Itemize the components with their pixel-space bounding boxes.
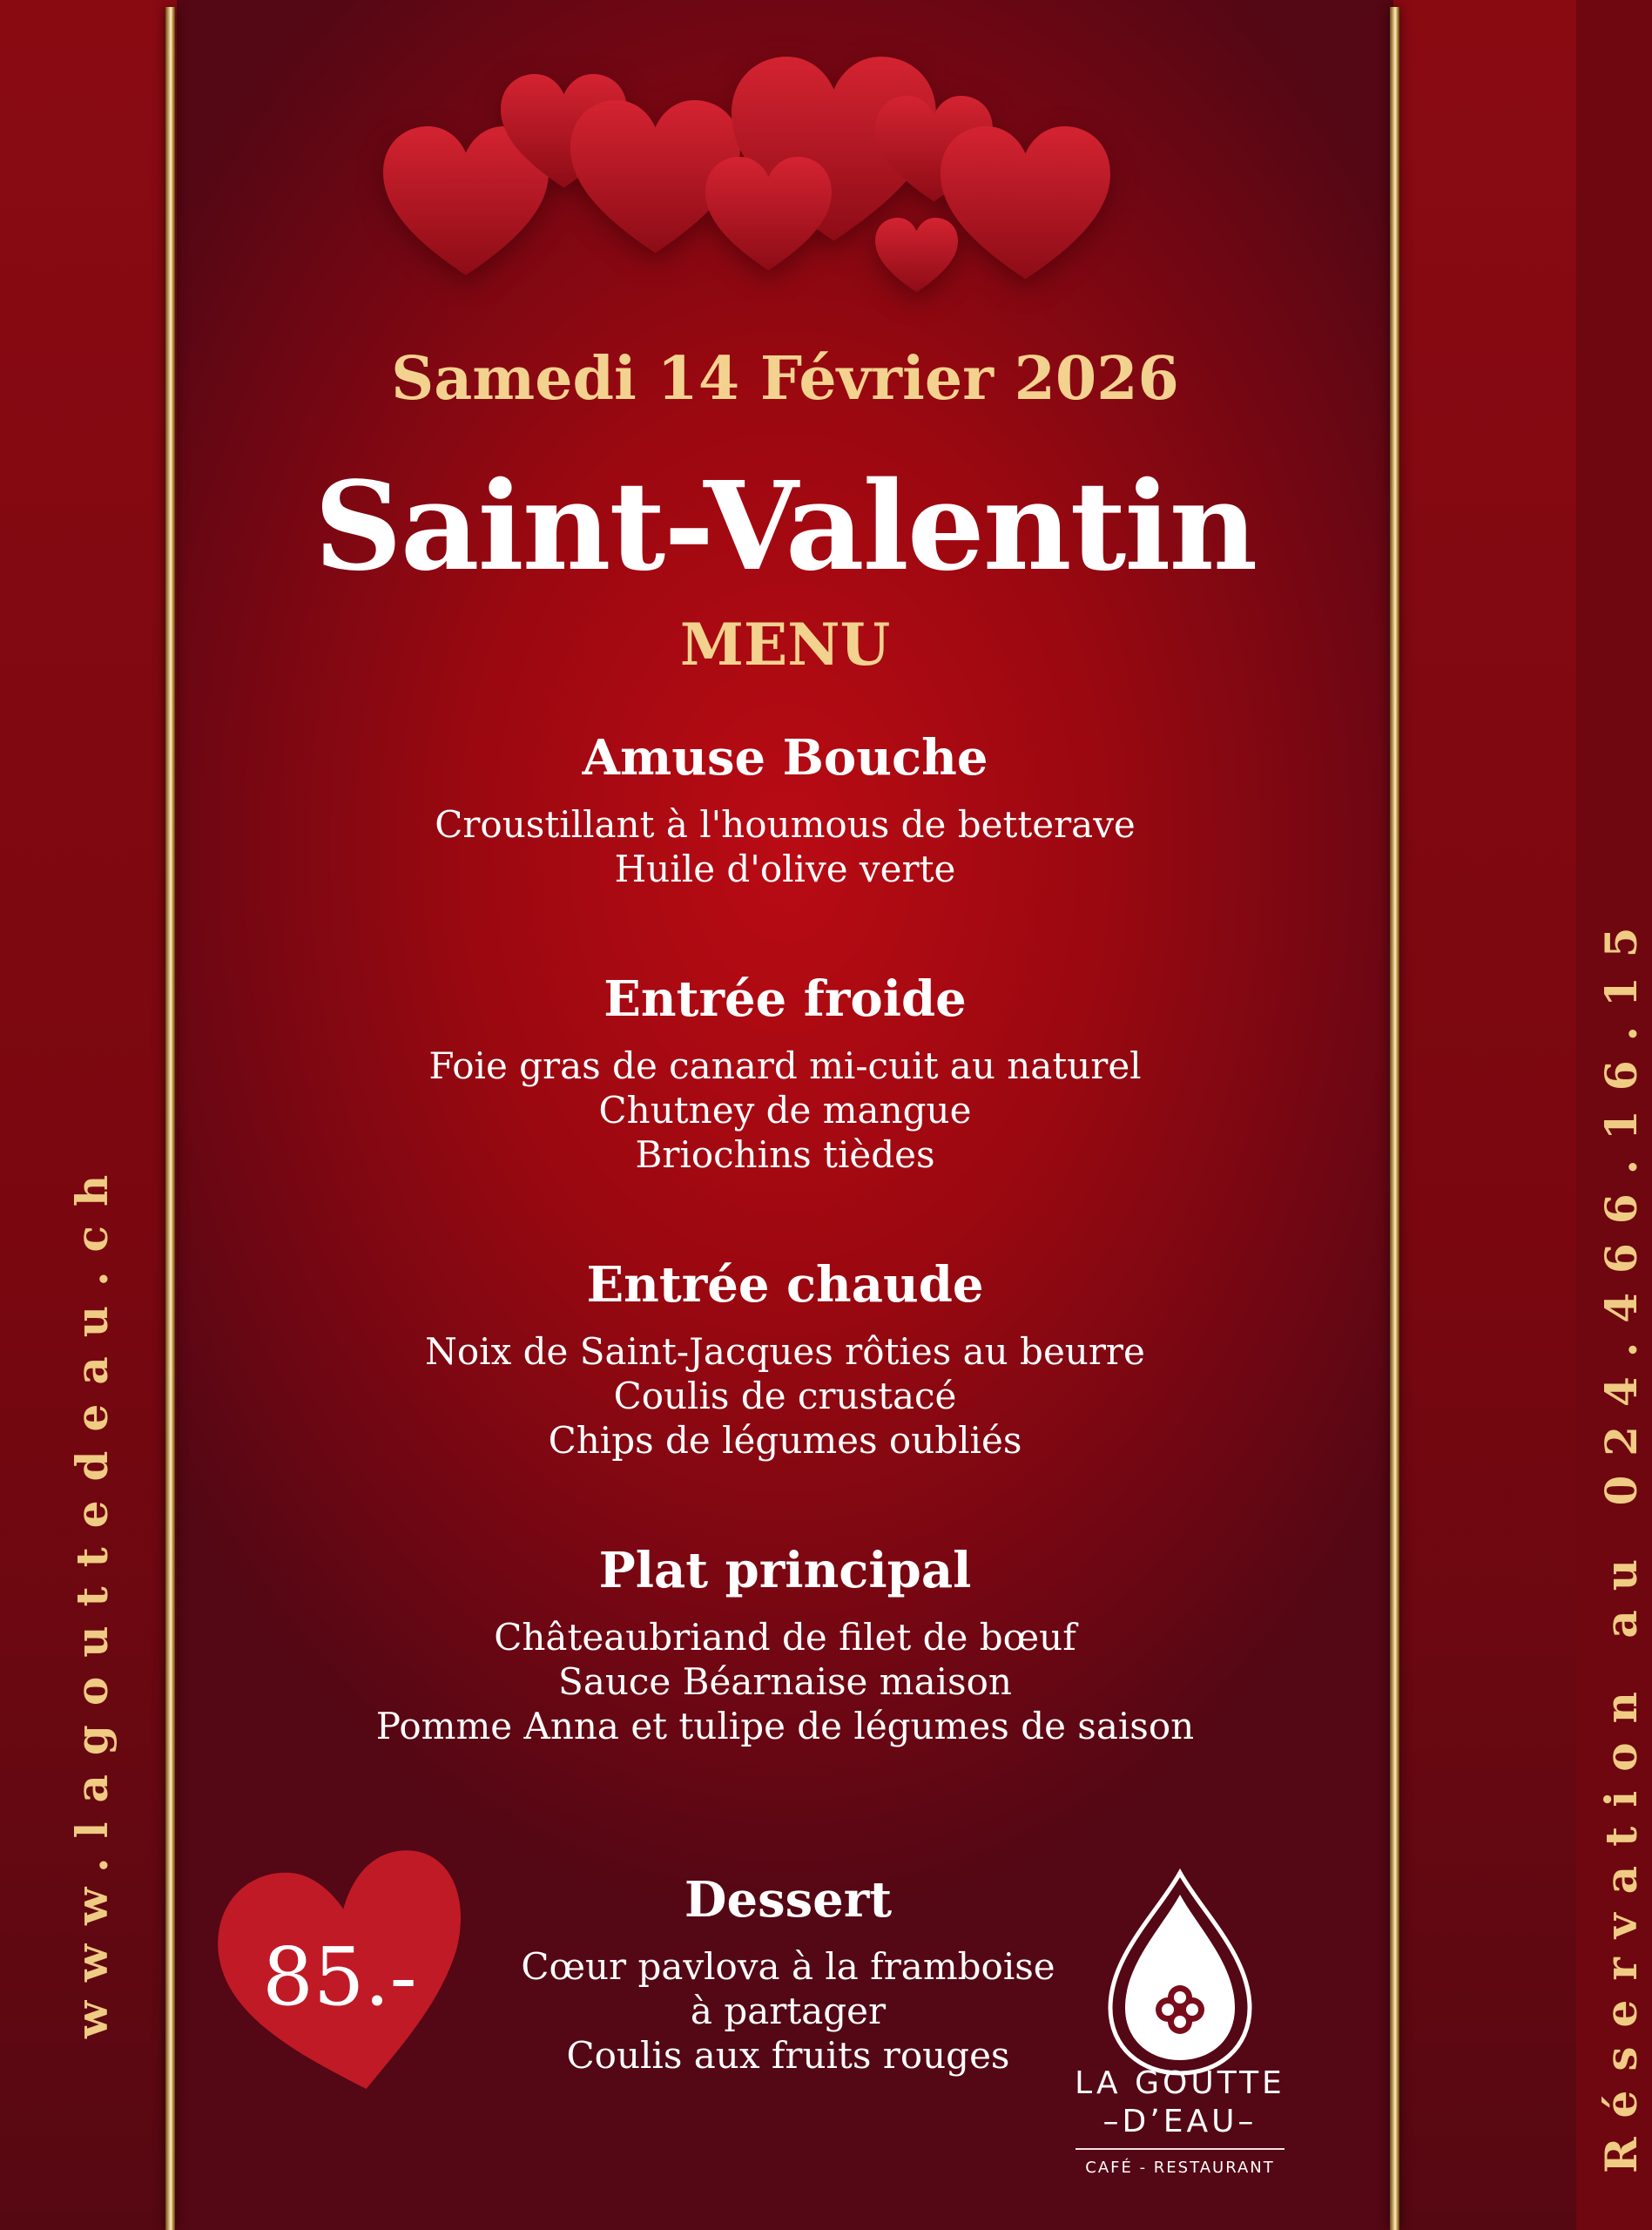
logo-name: LA GOUTTE bbox=[1075, 2065, 1285, 2101]
website-text: www.lagouttedeau.ch bbox=[66, 1155, 118, 2038]
course-title: Plat principal bbox=[598, 1542, 972, 1599]
logo-divider bbox=[1075, 2148, 1285, 2150]
course-plat-principal bbox=[177, 1540, 1393, 1748]
course-item: Sauce Béarnaise maison bbox=[558, 1660, 1012, 1703]
course-item: Briochins tièdes bbox=[635, 1133, 935, 1176]
price-label: 85.- bbox=[262, 1930, 417, 2024]
logo-name-sub: –D’EAU– bbox=[1102, 2104, 1258, 2139]
course-title: Amuse Bouche bbox=[582, 729, 988, 787]
event-date: Samedi 14 Février 2026 bbox=[391, 344, 1179, 414]
logo-tagline: CAFÉ - RESTAURANT bbox=[1085, 2159, 1275, 2177]
page-title: Saint-Valentin bbox=[314, 456, 1257, 598]
course-item: Noix de Saint-Jacques rôties au beurre bbox=[425, 1330, 1145, 1373]
menu-label: MENU bbox=[679, 611, 891, 679]
course-item: Coulis de crustacé bbox=[613, 1375, 957, 1417]
course-item: Chips de légumes oubliés bbox=[548, 1419, 1022, 1462]
water-drop-clover-icon bbox=[1054, 1860, 1306, 2191]
course-item: Coulis aux fruits rouges bbox=[566, 2034, 1010, 2077]
course-item: Chutney de mangue bbox=[598, 1089, 972, 1132]
course-item: à partager bbox=[690, 1990, 887, 2032]
course-title: Entrée chaude bbox=[586, 1256, 984, 1314]
course-item: Châteaubriand de filet de bœuf bbox=[494, 1616, 1076, 1659]
course-item: Foie gras de canard mi-cuit au naturel bbox=[428, 1044, 1142, 1087]
course-amuse-bouche bbox=[177, 727, 1393, 891]
course-entree-chaude bbox=[177, 1254, 1393, 1463]
course-item: Huile d'olive verte bbox=[614, 848, 956, 890]
reservation-text: Réservation au 024.466.16.15 bbox=[1595, 908, 1647, 2173]
gold-border-left bbox=[165, 7, 175, 2230]
course-title: Dessert bbox=[684, 1871, 893, 1929]
course-item: Cœur pavlova à la framboise bbox=[521, 1945, 1055, 1988]
hearts-decoration bbox=[383, 48, 1184, 309]
course-item: Pomme Anna et tulipe de légumes de saison bbox=[375, 1705, 1195, 1747]
course-title: Entrée froide bbox=[603, 970, 967, 1028]
course-dessert bbox=[488, 1869, 1089, 2078]
course-entree-froide bbox=[177, 969, 1393, 1177]
course-item: Croustillant à l'houmous de betterave bbox=[435, 803, 1136, 846]
